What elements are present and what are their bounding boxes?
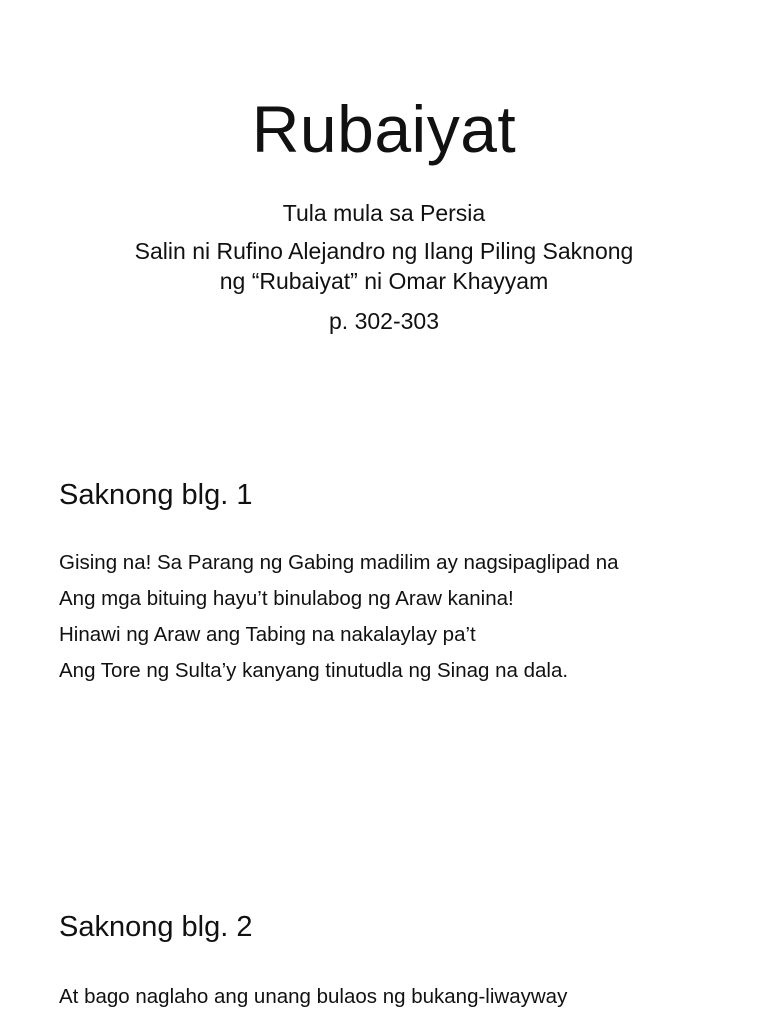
subtitle-origin: Tula mula sa Persia (282, 200, 486, 226)
stanza-1-line: Ang Tore ng Sulta’y kanyang tinutudla ng Sinag na dala. (59, 659, 569, 682)
stanza-2-heading: Saknong blg. 2 (59, 911, 253, 943)
subtitle-author: ng “Rubaiyat” ni Omar Khayyam (219, 268, 549, 294)
subtitle-pages: p. 302-303 (329, 308, 439, 334)
stanza-2-line: At bago naglaho ang unang bulaos ng bukang-liwayway (59, 985, 568, 1008)
document-title: Rubaiyat (251, 92, 517, 166)
stanza-1-line: Ang mga bituing hayu’t binulabog ng Araw kanina! (59, 587, 514, 610)
stanza-2-body (59, 979, 567, 1015)
stanza-1-heading: Saknong blg. 1 (59, 479, 253, 511)
stanza-1-line: Gising na! Sa Parang ng Gabing madilim ay nagsipaglipad na (59, 551, 619, 574)
subtitle-translator: Salin ni Rufino Alejandro ng Ilang Piling Saknong (134, 238, 634, 264)
stanza-1-body (59, 545, 619, 689)
stanza-1-line: Hinawi ng Araw ang Tabing na nakalaylay pa’t (59, 623, 476, 646)
